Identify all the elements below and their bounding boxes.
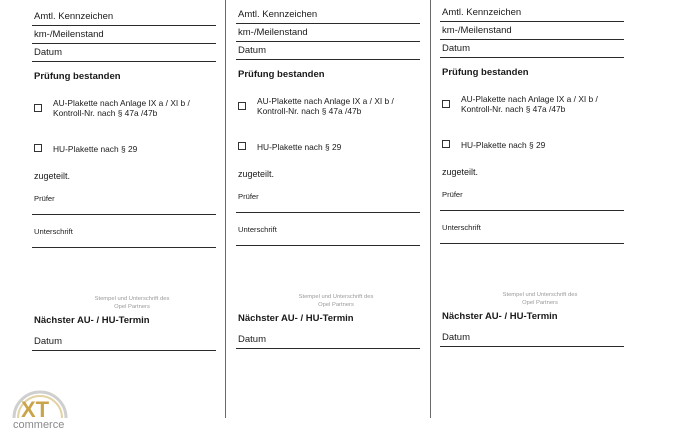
au-checkbox-label: AU-Plakette nach Anlage IX a / XI b / Kontroll-Nr. nach § 47a /47b xyxy=(53,98,190,118)
km-field[interactable] xyxy=(440,21,624,39)
termin-datum-line xyxy=(440,346,624,347)
hu-checkbox-label: HU-Plakette nach § 29 xyxy=(53,144,138,154)
pruefung-heading: Prüfung bestanden xyxy=(442,67,529,78)
hu-checkbox[interactable] xyxy=(34,144,42,152)
datum-label: Datum xyxy=(442,43,470,54)
km-field[interactable] xyxy=(236,23,420,41)
logo-subtext: commerce xyxy=(13,419,65,430)
datum-field[interactable] xyxy=(32,43,216,61)
km-label: km-/Meilenstand xyxy=(238,27,308,38)
datum-label: Datum xyxy=(238,45,266,56)
kennzeichen-label: Amtl. Kennzeichen xyxy=(238,9,318,20)
unterschrift-label: Unterschrift xyxy=(442,223,481,232)
zugeteilt-text: zugeteilt. xyxy=(238,169,275,179)
field-rule xyxy=(440,57,624,58)
xt-commerce-logo xyxy=(8,384,72,430)
naechster-termin-heading: Nächster AU- / HU-Termin xyxy=(34,315,150,326)
pruefer-label: Prüfer xyxy=(34,194,55,203)
unterschrift-line[interactable] xyxy=(440,243,624,244)
kennzeichen-label: Amtl. Kennzeichen xyxy=(34,11,114,22)
logo-mark: XT xyxy=(21,397,50,422)
unterschrift-line[interactable] xyxy=(32,247,216,248)
termin-datum-field[interactable] xyxy=(32,331,216,350)
field-rule xyxy=(32,61,216,62)
datum-field[interactable] xyxy=(236,41,420,59)
kennzeichen-field[interactable] xyxy=(440,0,624,21)
field-rule xyxy=(236,59,420,60)
hu-checkbox-label: HU-Plakette nach § 29 xyxy=(257,142,342,152)
termin-datum-field[interactable] xyxy=(236,329,420,348)
termin-datum-label: Datum xyxy=(238,334,266,345)
termin-datum-label: Datum xyxy=(34,336,62,347)
termin-datum-label: Datum xyxy=(442,332,470,343)
kennzeichen-field[interactable] xyxy=(32,4,216,25)
hu-checkbox[interactable] xyxy=(238,142,246,150)
unterschrift-label: Unterschrift xyxy=(238,225,277,234)
au-checkbox-label: AU-Plakette nach Anlage IX a / XI b / Kontroll-Nr. nach § 47a /47b xyxy=(461,94,598,114)
unterschrift-label: Unterschrift xyxy=(34,227,73,236)
termin-datum-line xyxy=(236,348,420,349)
pruefung-heading: Prüfung bestanden xyxy=(238,69,325,80)
form-column-1 xyxy=(32,0,227,420)
form-column-3 xyxy=(440,0,635,416)
zugeteilt-text: zugeteilt. xyxy=(34,171,71,181)
stamp-caption: Stempel und Unterschrift des Opel Partners xyxy=(94,296,170,310)
km-label: km-/Meilenstand xyxy=(34,29,104,40)
pruefer-line[interactable] xyxy=(32,214,216,215)
zugeteilt-text: zugeteilt. xyxy=(442,167,479,177)
hu-checkbox-label: HU-Plakette nach § 29 xyxy=(461,140,546,150)
form-column-2 xyxy=(236,0,431,418)
pruefer-line[interactable] xyxy=(236,212,420,213)
termin-datum-line xyxy=(32,350,216,351)
hu-checkbox[interactable] xyxy=(442,140,450,148)
kennzeichen-field[interactable] xyxy=(236,2,420,23)
stamp-caption: Stempel und Unterschrift des Opel Partners xyxy=(502,292,578,306)
kennzeichen-label: Amtl. Kennzeichen xyxy=(442,7,522,18)
au-checkbox[interactable] xyxy=(442,100,450,108)
unterschrift-line[interactable] xyxy=(236,245,420,246)
naechster-termin-heading: Nächster AU- / HU-Termin xyxy=(238,313,354,324)
au-checkbox[interactable] xyxy=(238,102,246,110)
datum-label: Datum xyxy=(34,47,62,58)
pruefung-heading: Prüfung bestanden xyxy=(34,71,121,82)
km-field[interactable] xyxy=(32,25,216,43)
au-checkbox[interactable] xyxy=(34,104,42,112)
stamp-caption: Stempel und Unterschrift des Opel Partners xyxy=(298,294,374,308)
pruefer-line[interactable] xyxy=(440,210,624,211)
naechster-termin-heading: Nächster AU- / HU-Termin xyxy=(442,311,558,322)
au-checkbox-label: AU-Plakette nach Anlage IX a / XI b / Kontroll-Nr. nach § 47a /47b xyxy=(257,96,394,116)
pruefer-label: Prüfer xyxy=(442,190,463,199)
termin-datum-field[interactable] xyxy=(440,327,624,346)
pruefer-label: Prüfer xyxy=(238,192,259,201)
datum-field[interactable] xyxy=(440,39,624,57)
km-label: km-/Meilenstand xyxy=(442,25,512,36)
